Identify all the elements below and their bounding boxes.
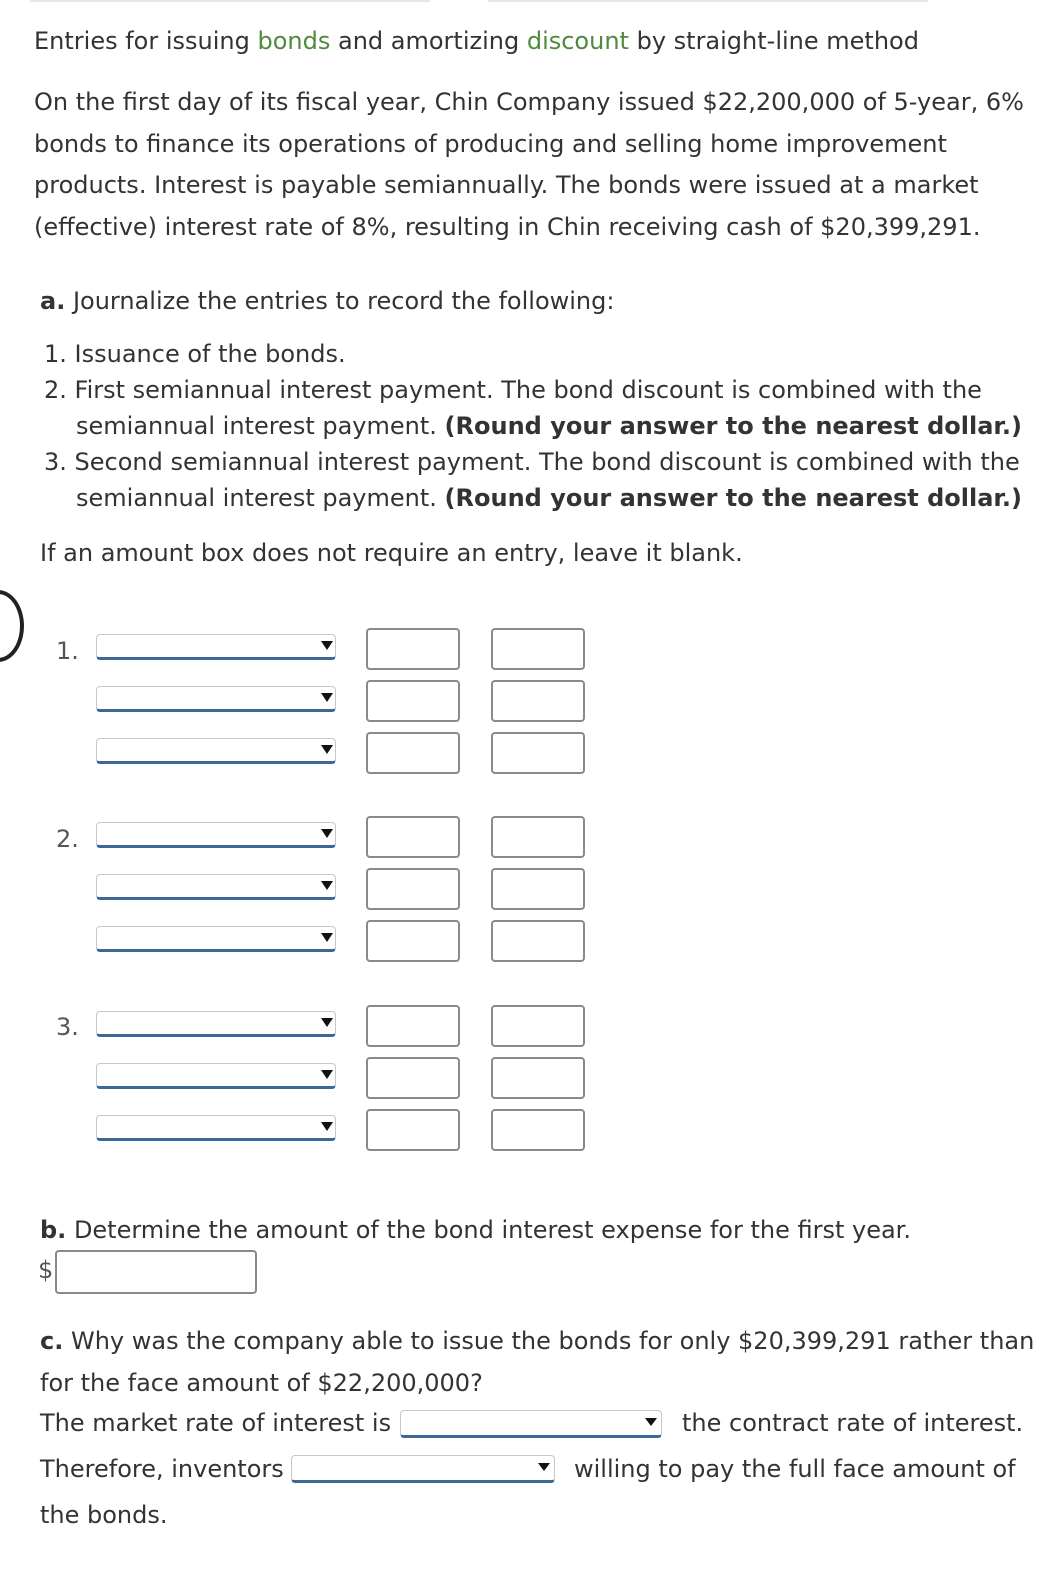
entry-1-credit-input-3[interactable] [491,732,585,774]
entry-2-credit-input-2[interactable] [491,868,585,910]
caret-down-icon [321,1122,333,1131]
caret-down-icon [645,1418,657,1426]
face-amount-text: willing to pay the full face amount of [574,1455,1016,1483]
entry-1-credit-input-1[interactable] [491,628,585,670]
entry-2-debit-input-1[interactable] [366,816,460,858]
entry-number-2: 2. [56,825,79,853]
entry-1-debit-input-2[interactable] [366,680,460,722]
discount-link[interactable]: discount [526,27,629,55]
round-note-2: (Round your answer to the nearest dollar.) [444,412,1022,440]
entry-number-1: 1. [56,637,79,665]
step-3-line-1: 3. Second semiannual interest payment. The bond discount is combined with the [44,448,1020,476]
part-a-heading [40,286,614,316]
part-c-prompt-1: Why was the company able to issue the bonds for only $20,399,291 rather than [70,1327,1035,1355]
part-b-heading [40,1215,911,1245]
part-a-label: a. [40,287,66,315]
entry-2-account-select-3[interactable] [96,926,336,952]
step-1: 1. Issuance of the bonds. [44,340,346,368]
part-c-prompt-2: for the face amount of $22,200,000? [40,1369,483,1397]
title-part-5: by straight-line method [628,27,919,55]
entry-3-credit-input-2[interactable] [491,1057,585,1099]
entry-1-account-select-2[interactable] [96,686,336,712]
part-c-heading [40,1320,1034,1404]
entry-3-debit-input-2[interactable] [366,1057,460,1099]
entry-3-debit-input-3[interactable] [366,1109,460,1151]
step-2-line-2 [44,408,1022,444]
entry-3-credit-input-3[interactable] [491,1109,585,1151]
entry-2-account-select-2[interactable] [96,874,336,900]
entry-2-debit-input-3[interactable] [366,920,460,962]
entry-3-debit-input-1[interactable] [366,1005,460,1047]
part-b-prompt: Determine the amount of the bond interest expense for the first year. [73,1216,911,1244]
problem-statement [34,82,1034,248]
entry-3-account-select-2[interactable] [96,1063,336,1089]
top-divider-right [488,0,928,2]
caret-down-icon [321,881,333,890]
intro-line-4: (effective) interest rate of 8%, resulting in Chin receiving cash of $20,399,291. [34,212,981,241]
inventors-willingness-select[interactable] [291,1455,555,1483]
entry-3-credit-input-1[interactable] [491,1005,585,1047]
entry-1-debit-input-3[interactable] [366,732,460,774]
entry-1-account-select-3[interactable] [96,738,336,764]
title-part-1: Entries for issuing [34,27,258,55]
contract-rate-text: the contract rate of interest. [682,1409,1024,1437]
blank-note: If an amount box does not require an entry, leave it blank. [40,539,743,567]
entry-1-debit-input-1[interactable] [366,628,460,670]
entry-number-3: 3. [56,1013,79,1041]
bonds-text: the bonds. [40,1501,168,1529]
top-divider-left [30,0,430,2]
step-3-text: semiannual interest payment. [76,484,437,512]
bonds-link[interactable]: bonds [257,27,331,55]
dollar-sign: $ [38,1256,54,1284]
part-a-prompt: Journalize the entries to record the following: [72,287,615,315]
intro-line-2: bonds to finance its operations of producing and selling home improvement [34,129,947,158]
caret-down-icon [321,745,333,754]
entry-2-account-select-1[interactable] [96,822,336,848]
interest-expense-input[interactable] [55,1250,257,1294]
caret-down-icon [321,693,333,702]
caret-down-icon [321,1018,333,1027]
intro-line-3: products. Interest is payable semiannually. The bonds were issued at a market [34,171,979,199]
entry-2-credit-input-3[interactable] [491,920,585,962]
intro-line-1: On the first day of its fiscal year, Chin Company issued $22,200,000 of 5-year, 6% [34,88,1024,116]
step-2-text: semiannual interest payment. [76,412,437,440]
entry-1-account-select-1[interactable] [96,634,336,660]
caret-down-icon [321,829,333,838]
page-title [34,26,919,56]
market-rate-comparison-select[interactable] [400,1410,662,1438]
part-c-label: c. [40,1327,64,1355]
caret-down-icon [538,1463,550,1471]
entry-2-debit-input-2[interactable] [366,868,460,910]
margin-bracket [0,590,24,662]
inventors-text: Therefore, inventors [40,1455,284,1483]
entry-1-credit-input-2[interactable] [491,680,585,722]
caret-down-icon [321,1070,333,1079]
caret-down-icon [321,933,333,942]
entry-3-account-select-3[interactable] [96,1115,336,1141]
part-c-line-1 [40,1320,1034,1362]
entry-3-account-select-1[interactable] [96,1011,336,1037]
caret-down-icon [321,641,333,650]
market-rate-text: The market rate of interest is [40,1409,392,1437]
round-note-3: (Round your answer to the nearest dollar.) [444,484,1022,512]
step-3-line-2 [44,480,1022,516]
step-2-line-1: 2. First semiannual interest payment. The bond discount is combined with the [44,376,982,404]
title-part-3: and amortizing [330,27,527,55]
entry-2-credit-input-1[interactable] [491,816,585,858]
part-a-steps [44,336,1022,516]
part-b-label: b. [40,1216,67,1244]
